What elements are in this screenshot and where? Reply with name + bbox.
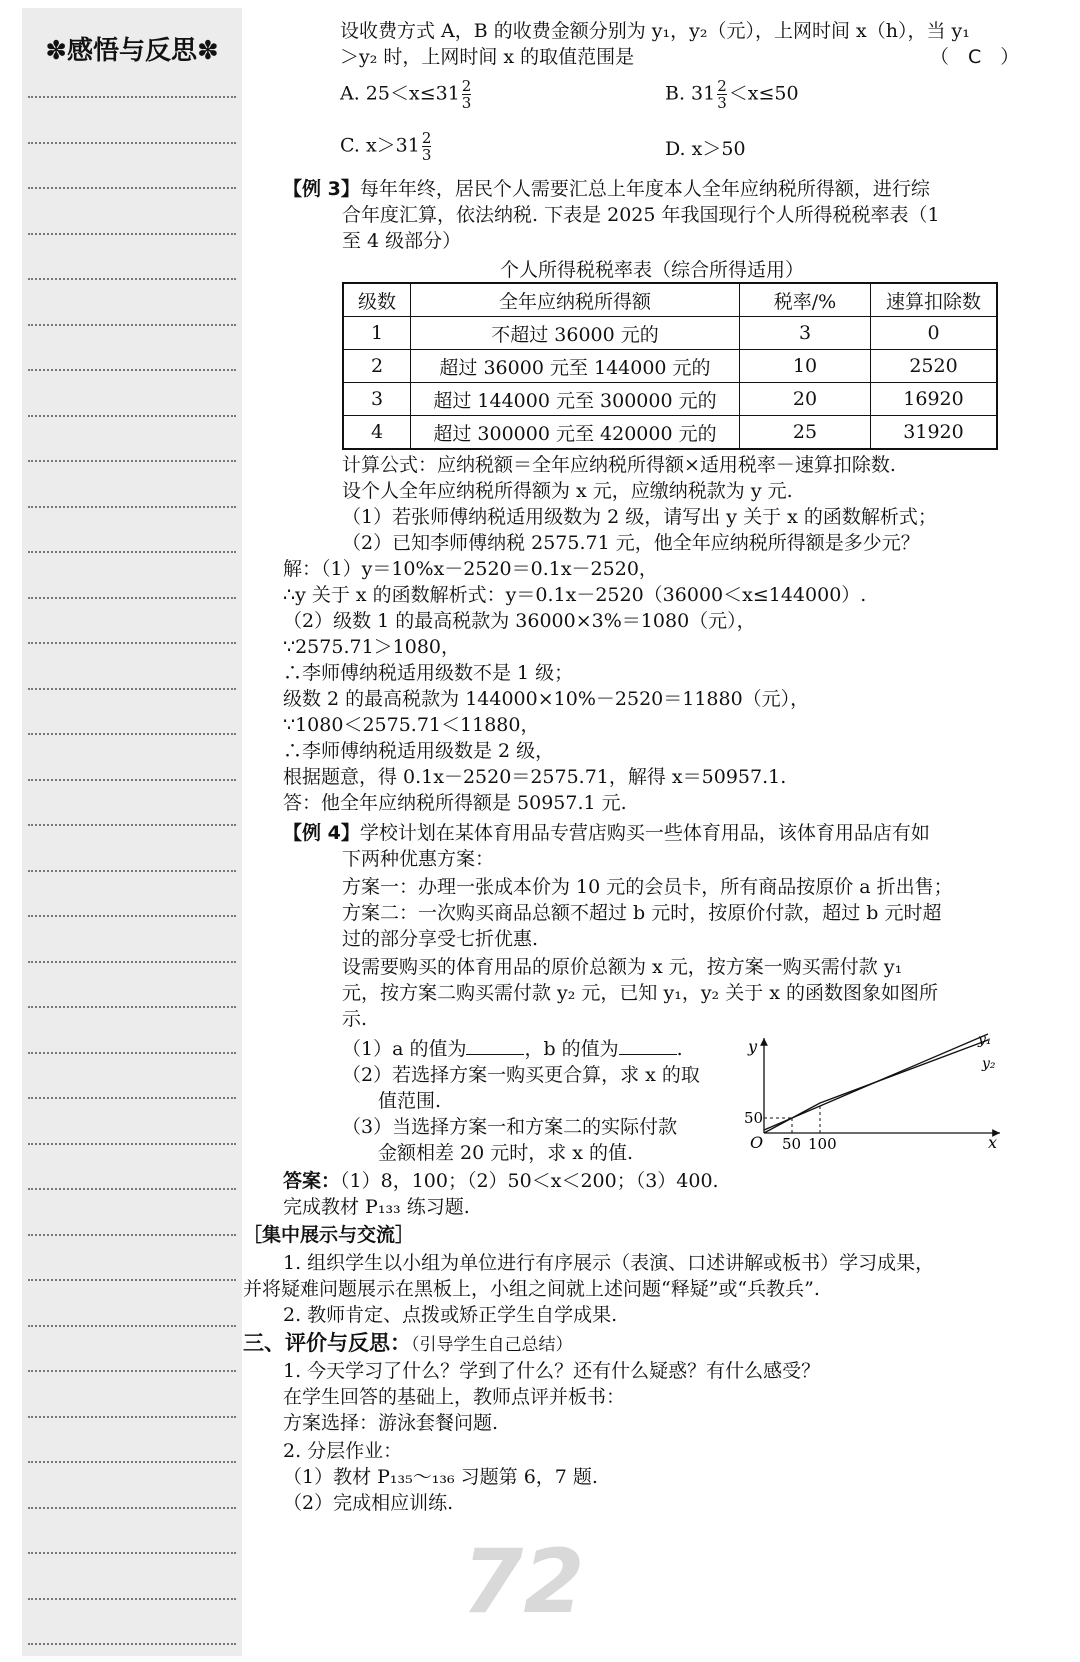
sidebar-writing-line bbox=[28, 551, 236, 553]
sidebar-writing-line bbox=[28, 1234, 236, 1236]
sidebar-writing-line bbox=[28, 1143, 236, 1145]
table-cell: 1 bbox=[343, 317, 411, 350]
setup-line-2: 元，按方案二购买需付款 y₂ 元，已知 y₁，y₂ 关于 x 的函数图象如图所 bbox=[342, 982, 939, 1004]
table-header: 速算扣除数 bbox=[871, 283, 998, 317]
table-header-row bbox=[343, 283, 997, 317]
y2-series-label: y₂ bbox=[982, 1056, 996, 1072]
setup-line-3: 示. bbox=[342, 1008, 368, 1030]
eval-item-1: 1. 今天学习了什么？学到了什么？还有什么疑惑？有什么感受？ bbox=[283, 1360, 821, 1382]
sidebar-writing-line bbox=[28, 1279, 236, 1281]
eval-item-2b: （2）完成相应训练. bbox=[283, 1492, 454, 1514]
table-cell: 超过 144000 元至 300000 元的 bbox=[411, 383, 740, 416]
table-header: 级数 bbox=[343, 283, 411, 317]
question-line-1: 设收费方式 A，B 的收费金额分别为 y₁，y₂（元），上网时间 x（h），当 y₁ bbox=[340, 20, 970, 42]
sidebar-writing-line bbox=[28, 824, 236, 826]
sidebar-writing-line bbox=[28, 1507, 236, 1509]
sidebar-writing-line bbox=[28, 1097, 236, 1099]
table-cell: 20 bbox=[740, 383, 871, 416]
table-cell: 10 bbox=[740, 350, 871, 383]
example4-line-2: 下两种优惠方案： bbox=[342, 848, 495, 870]
sidebar-writing-line bbox=[28, 506, 236, 508]
sidebar-writing-line bbox=[28, 1643, 236, 1645]
table-row bbox=[343, 383, 997, 416]
example4-q3-line-1: （3）当选择方案一和方案二的实际付款 bbox=[342, 1116, 678, 1138]
example4-q2-line-1: （2）若选择方案一购买更合算，求 x 的取 bbox=[342, 1064, 700, 1086]
display-item-1-line-2: 并将疑难问题展示在黑板上，小组之间就上述问题“释疑”或“兵教兵”. bbox=[243, 1278, 820, 1300]
display-item-1-line-1: 1. 组织学生以小组为单位进行有序展示（表演、口述讲解或板书）学习成果， bbox=[283, 1252, 935, 1274]
example3-line-3: 至 4 级部分） bbox=[342, 230, 462, 252]
sidebar-writing-line bbox=[28, 369, 236, 371]
sidebar-writing-line bbox=[28, 1461, 236, 1463]
sidebar-writing-line bbox=[28, 324, 236, 326]
plan-2-line-2: 过的部分享受七折优惠. bbox=[342, 928, 539, 950]
series-y2-line bbox=[764, 1040, 988, 1133]
sidebar-writing-line bbox=[28, 1325, 236, 1327]
example4-line-1: 【例 4】学校计划在某体育用品专营店购买一些体育用品，该体育用品店有如 bbox=[283, 822, 930, 844]
plan-2-line-1: 方案二：一次购买商品总额不超过 b 元时，按原价付款，超过 b 元时超 bbox=[342, 902, 942, 924]
solution-line: （2）级数 1 的最高税款为 36000×3%＝1080（元）， bbox=[283, 610, 756, 632]
option-d: D. x＞50 bbox=[665, 138, 746, 160]
table-header: 全年应纳税所得额 bbox=[411, 283, 740, 317]
section-eval-title: 三、评价与反思：（引导学生自己总结） bbox=[243, 1331, 573, 1355]
solution-line: ∵2575.71＞1080， bbox=[283, 636, 461, 658]
sidebar-writing-line bbox=[28, 233, 236, 235]
option-b: B. 31 $\frac{2}{3}$ ＜x≤50 bbox=[665, 77, 799, 112]
table-cell: 4 bbox=[343, 416, 411, 450]
sidebar-writing-line bbox=[28, 187, 236, 189]
sidebar-writing-line bbox=[28, 1006, 236, 1008]
sidebar-writing-line bbox=[28, 961, 236, 963]
eval-item-2a: （1）教材 P₁₃₅～₁₃₆ 习题第 6，7 题. bbox=[283, 1466, 598, 1488]
table-row bbox=[343, 317, 997, 350]
blank-b bbox=[619, 1036, 677, 1055]
sidebar-writing-line bbox=[28, 597, 236, 599]
table-row bbox=[343, 350, 997, 383]
table-cell: 0 bbox=[871, 317, 998, 350]
solution-line: 答：他全年应纳税所得额是 50957.1 元. bbox=[283, 792, 627, 814]
table-cell: 3 bbox=[343, 383, 411, 416]
sidebar-writing-line bbox=[28, 415, 236, 417]
solution-line: ∴李师傅纳税适用级数是 2 级， bbox=[283, 740, 555, 762]
section-display-title: ［集中展示与交流］ bbox=[243, 1224, 415, 1246]
example4-q3-line-2: 金额相差 20 元时，求 x 的值. bbox=[378, 1142, 634, 1164]
option-c: C. x＞31 $\frac{2}{3}$ bbox=[340, 129, 432, 164]
sidebar-writing-line bbox=[28, 1370, 236, 1372]
solution-line: ∴y 关于 x 的函数解析式：y＝0.1x－2520（36000＜x≤144000）. bbox=[283, 584, 867, 606]
table-cell: 不超过 36000 元的 bbox=[411, 317, 740, 350]
sub-question-1: （1）若张师傅纳税适用级数为 2 级，请写出 y 关于 x 的函数解析式； bbox=[342, 506, 937, 528]
x-tick-label: 50 bbox=[782, 1135, 802, 1153]
sidebar-writing-line bbox=[28, 688, 236, 690]
sidebar-writing-line bbox=[28, 1188, 236, 1190]
table-cell: 超过 300000 元至 420000 元的 bbox=[411, 416, 740, 450]
solution-line: ∵1080＜2575.71＜11880， bbox=[283, 714, 540, 736]
tax-rate-table bbox=[342, 282, 998, 450]
question-line-2: ＞y₂ 时，上网时间 x 的取值范围是 bbox=[340, 46, 635, 68]
table-title: 个人所得税税率表（综合所得适用） bbox=[500, 259, 805, 281]
y1-series-label: y₁ bbox=[978, 1032, 992, 1048]
sidebar-writing-line bbox=[28, 870, 236, 872]
example4-q2-line-2: 值范围. bbox=[378, 1090, 442, 1112]
formula: 计算公式：应纳税额＝全年应纳税所得额×适用税率－速算扣除数. bbox=[342, 454, 896, 476]
sidebar-writing-line bbox=[28, 642, 236, 644]
y-axis-label: y bbox=[748, 1037, 758, 1056]
table-cell: 超过 36000 元至 144000 元的 bbox=[411, 350, 740, 383]
blank-a bbox=[466, 1036, 524, 1055]
table-header: 税率/% bbox=[740, 283, 871, 317]
table-cell: 16920 bbox=[871, 383, 998, 416]
function-graph bbox=[738, 1030, 1008, 1160]
x-axis-label: x bbox=[988, 1133, 998, 1152]
example3-line-2: 合年度汇算，依法纳税. 下表是 2025 年我国现行个人所得税税率表（1 bbox=[342, 204, 940, 226]
option-a: A. 25＜x≤31 $\frac{2}{3}$ bbox=[340, 77, 472, 112]
sidebar-writing-line bbox=[28, 1552, 236, 1554]
table-cell: 31920 bbox=[871, 416, 998, 450]
eval-item-2: 2. 分层作业： bbox=[283, 1440, 403, 1462]
table-row bbox=[343, 416, 997, 450]
sidebar-writing-line bbox=[28, 733, 236, 735]
example4-answer: 答案：（1）8，100；（2）50＜x＜200；（3）400. bbox=[283, 1170, 719, 1192]
origin-label: O bbox=[750, 1133, 764, 1152]
y-tick-label: 50 bbox=[744, 1109, 764, 1127]
sub-question-2: （2）已知李师傅纳税 2575.71 元，他全年应纳税所得额是多少元？ bbox=[342, 532, 920, 554]
sidebar-writing-line bbox=[28, 1416, 236, 1418]
example4-q1: （1）a 的值为 ，b 的值为 . bbox=[342, 1038, 683, 1060]
solution-line: 解：（1）y＝10%x－2520＝0.1x－2520， bbox=[283, 558, 658, 580]
plan-1: 方案一：办理一张成本价为 10 元的会员卡，所有商品按原价 a 折出售； bbox=[342, 876, 953, 898]
table-cell: 2520 bbox=[871, 350, 998, 383]
sidebar-writing-line bbox=[28, 460, 236, 462]
sidebar-writing-line bbox=[28, 1598, 236, 1600]
display-item-2: 2. 教师肯定、点拨或矫正学生自学成果. bbox=[283, 1304, 618, 1326]
page-number: 72 bbox=[462, 1530, 585, 1633]
eval-item-1c: 方案选择：游泳套餐问题. bbox=[283, 1412, 499, 1434]
example3-line-1: 【例 3】每年年终，居民个人需要汇总上年度本人全年应纳税所得额，进行综 bbox=[283, 178, 930, 200]
x-tick-label: 100 bbox=[808, 1135, 837, 1153]
solution-line: 根据题意，得 0.1x－2520＝2575.71，解得 x＝50957.1. bbox=[283, 766, 787, 788]
homework-note: 完成教材 P₁₃₃ 练习题. bbox=[283, 1196, 470, 1218]
sidebar-writing-line bbox=[28, 915, 236, 917]
eval-item-1b: 在学生回答的基础上，教师点评并板书： bbox=[283, 1386, 626, 1408]
sidebar-notes-column bbox=[22, 8, 242, 1656]
question-answer: （ C ） bbox=[930, 46, 1020, 68]
solution-line: 级数 2 的最高税款为 144000×10%－2520＝11880（元）， bbox=[283, 688, 810, 710]
sidebar-writing-line bbox=[28, 779, 236, 781]
table-cell: 3 bbox=[740, 317, 871, 350]
solution-line: ∴李师傅纳税适用级数不是 1 级； bbox=[283, 662, 574, 684]
setup: 设个人全年应纳税所得额为 x 元，应缴纳税款为 y 元. bbox=[342, 480, 793, 502]
sidebar-writing-line bbox=[28, 96, 236, 98]
sidebar-title: ✽感悟与反思✽ bbox=[45, 36, 219, 66]
sidebar-writing-line bbox=[28, 1052, 236, 1054]
setup-line-1: 设需要购买的体育用品的原价总额为 x 元，按方案一购买需付款 y₁ bbox=[342, 956, 903, 978]
sidebar-writing-line bbox=[28, 278, 236, 280]
table-cell: 2 bbox=[343, 350, 411, 383]
table-cell: 25 bbox=[740, 416, 871, 450]
sidebar-writing-line bbox=[28, 142, 236, 144]
